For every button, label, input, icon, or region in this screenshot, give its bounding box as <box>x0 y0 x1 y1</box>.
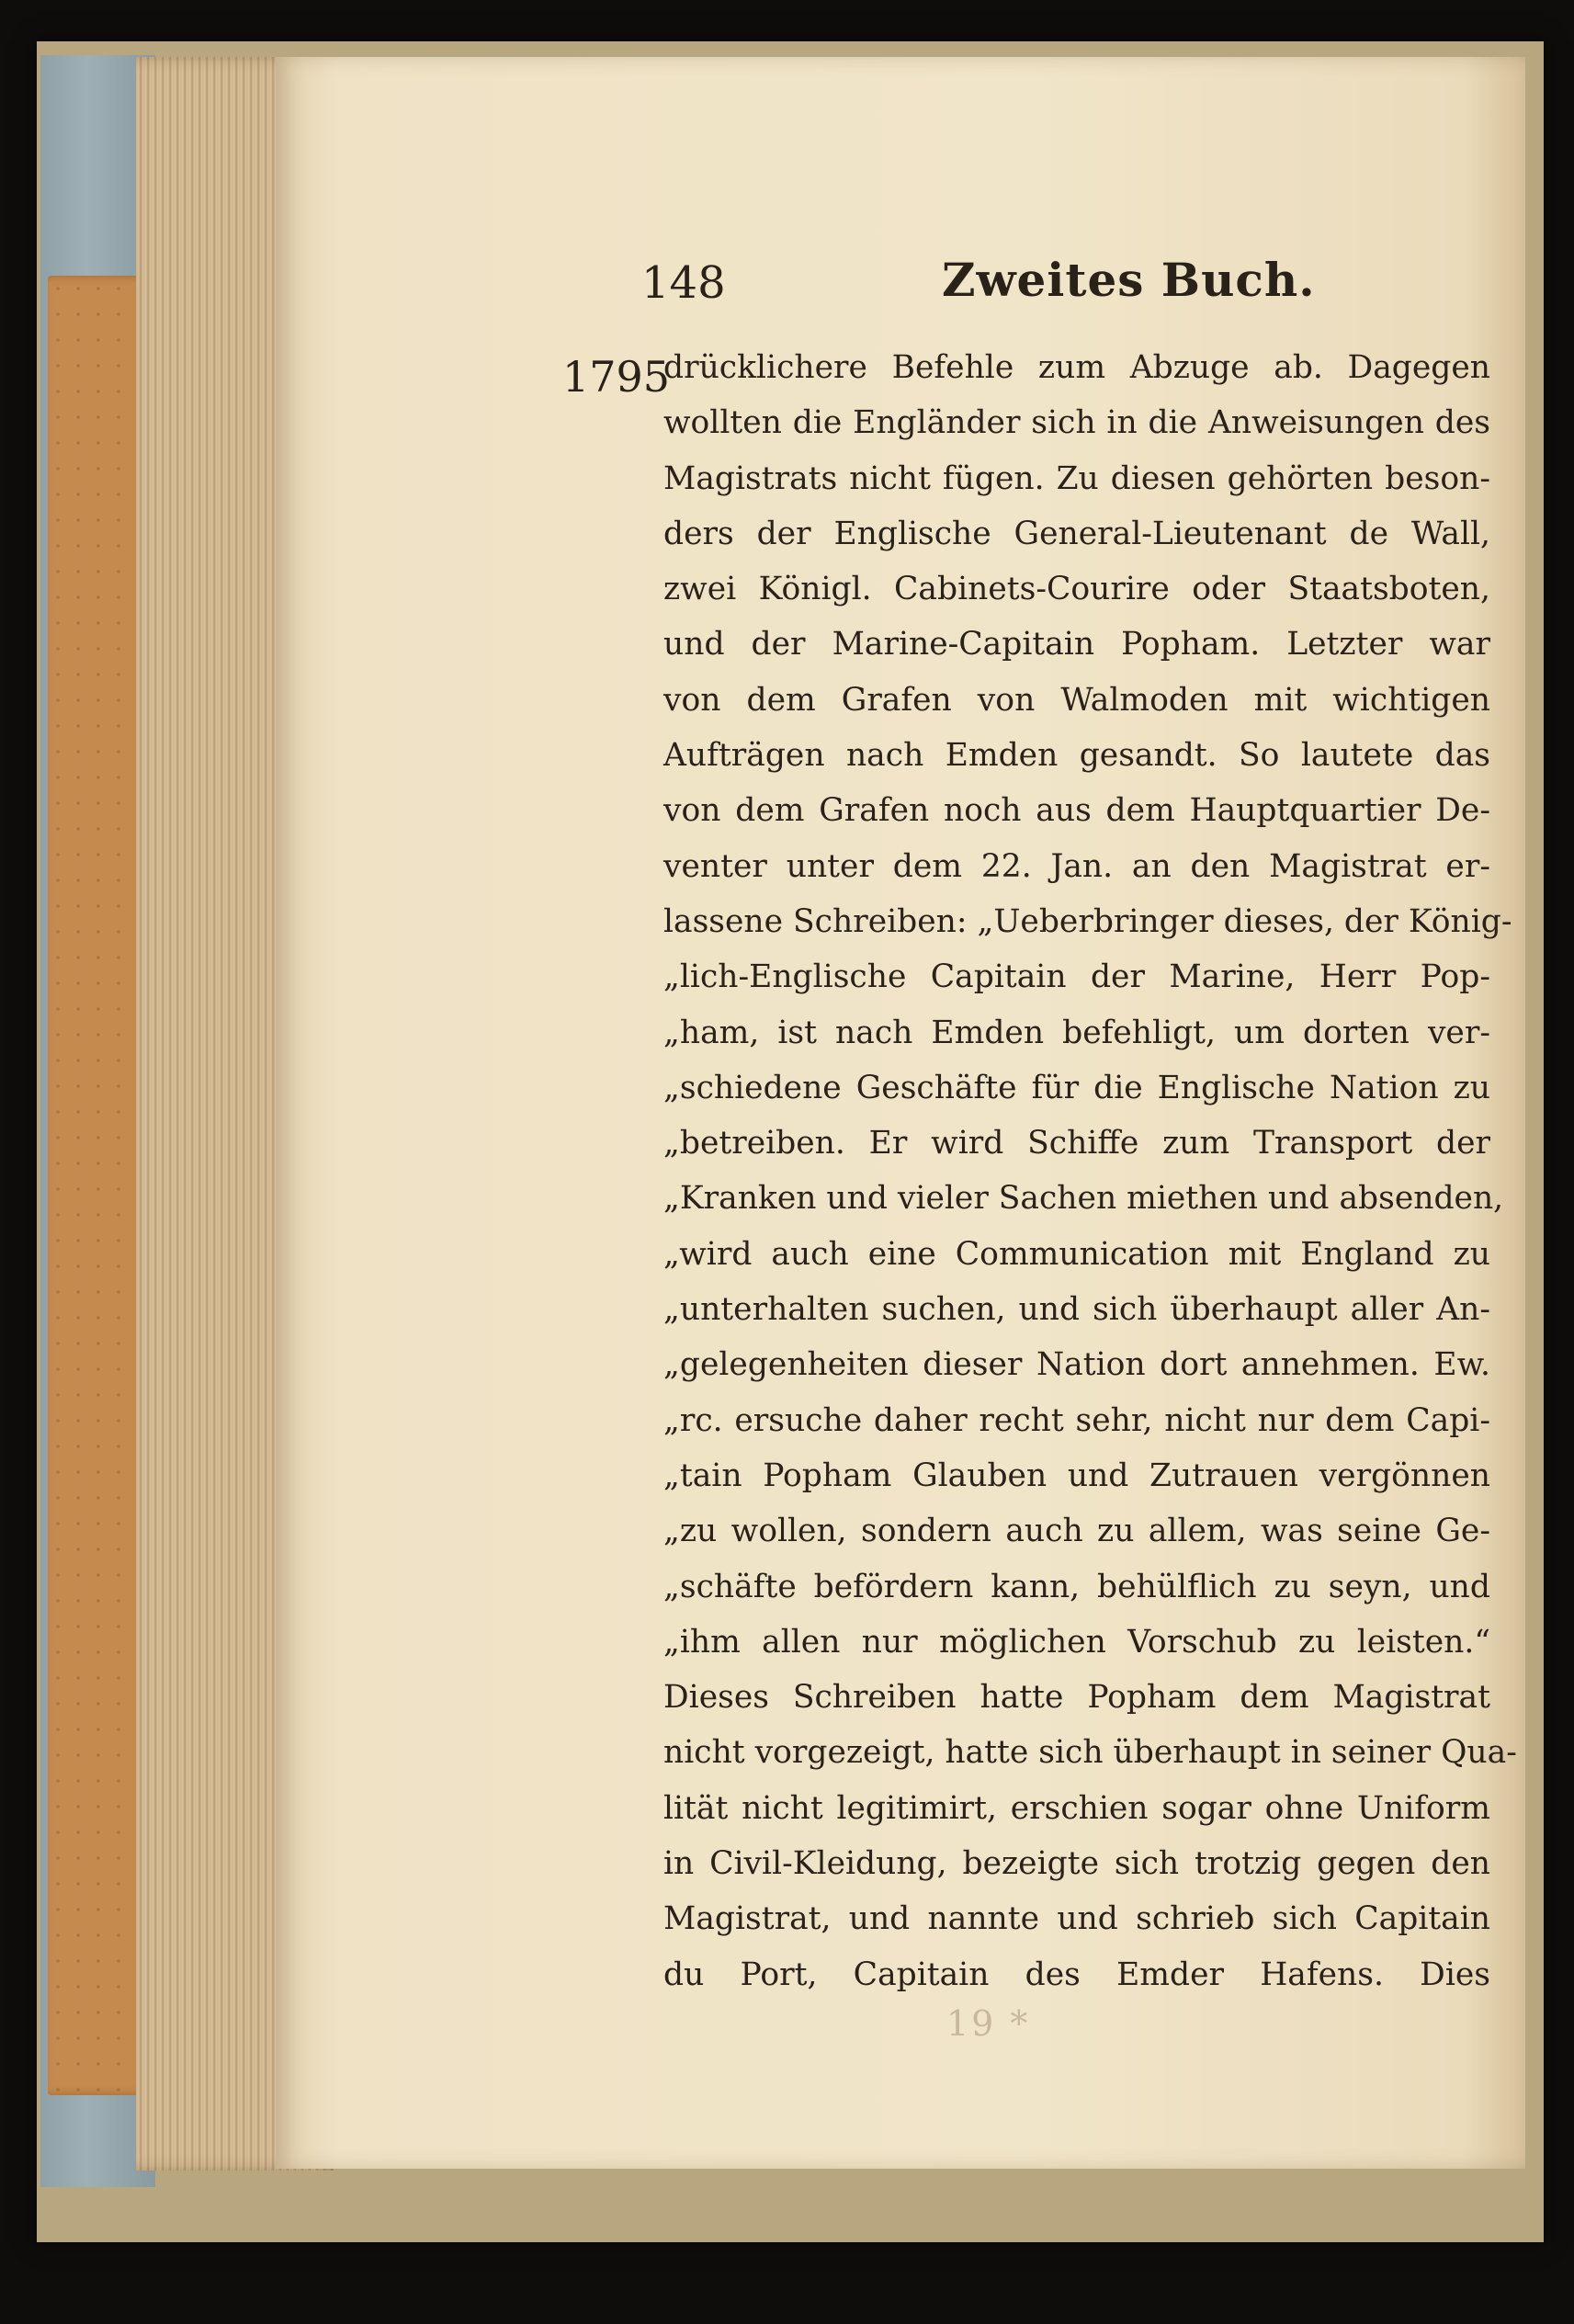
text-line: in Civil-Kleidung, bezeigte sich trotzig gegen den <box>663 1845 1490 1883</box>
text-line: „schäfte befördern kann, behülflich zu seyn, und <box>663 1568 1490 1605</box>
text-line: ders der Englische General-Lieutenant de Wall, <box>663 515 1490 552</box>
text-line: wollten die Engländer sich in die Anweisungen des <box>663 404 1490 442</box>
text-line: „Kranken und vieler Sachen miethen und absenden, <box>663 1180 1504 1218</box>
text-line: lität nicht legitimirt, erschien sogar ohne Uniform <box>663 1789 1490 1827</box>
text-line: nicht vorgezeigt, hatte sich überhaupt in seiner Qua- <box>663 1734 1517 1772</box>
text-line: von dem Grafen noch aus dem Hauptquartier De- <box>663 792 1490 830</box>
page-number: 148 <box>641 257 726 309</box>
body-text <box>663 340 1517 2002</box>
text-line: venter unter dem 22. Jan. an den Magistrat er- <box>663 847 1490 885</box>
text-line: „ihm allen nur möglichen Vorschub zu leisten.“ <box>663 1623 1490 1661</box>
text-line: und der Marine-Capitain Popham. Letzter war <box>663 626 1490 663</box>
text-line: Dieses Schreiben hatte Popham dem Magistrat <box>663 1679 1490 1717</box>
text-line: „schiedene Geschäfte für die Englische Nation zu <box>663 1069 1490 1106</box>
text-line: drücklichere Befehle zum Abzuge ab. Dagegen <box>663 349 1490 386</box>
text-line: „betreiben. Er wird Schiffe zum Transport der <box>663 1125 1490 1162</box>
signature-mark: 19 * <box>946 2003 1031 2044</box>
margin-year: 1795 <box>562 352 671 402</box>
text-line: „gelegenheiten dieser Nation dort annehmen. Ew. <box>663 1346 1490 1384</box>
text-line: lassene Schreiben: „Ueberbringer dieses, der König- <box>663 902 1512 940</box>
text-line: „zu wollen, sondern auch zu allem, was seine Ge- <box>663 1513 1490 1550</box>
text-line: du Port, Capitain des Emder Hafens. Dies <box>663 1956 1490 1993</box>
text-line: „unterhalten suchen, und sich überhaupt aller An- <box>663 1291 1490 1329</box>
text-line: von dem Grafen von Walmoden mit wichtigen <box>663 681 1490 719</box>
text-line: „lich-Englische Capitain der Marine, Herr Pop- <box>663 958 1490 996</box>
text-line: „tain Popham Glauben und Zutrauen vergönnen <box>663 1457 1490 1494</box>
text-line: „ham, ist nach Emden befehligt, um dorten ver- <box>663 1014 1490 1051</box>
running-head: Zweites Buch. <box>942 253 1316 307</box>
text-line: Aufträgen nach Emden gesandt. So lautete das <box>663 737 1490 775</box>
text-line: zwei Königl. Cabinets-Courire oder Staatsboten, <box>663 571 1490 608</box>
text-line: Magistrats nicht fügen. Zu diesen gehörten beson- <box>663 459 1490 497</box>
text-line: „wird auch eine Communication mit England zu <box>663 1235 1490 1273</box>
text-line: „rc. ersuche daher recht sehr, nicht nur dem Capi- <box>663 1401 1490 1439</box>
text-line: Magistrat, und nannte und schrieb sich Capitain <box>663 1900 1490 1938</box>
